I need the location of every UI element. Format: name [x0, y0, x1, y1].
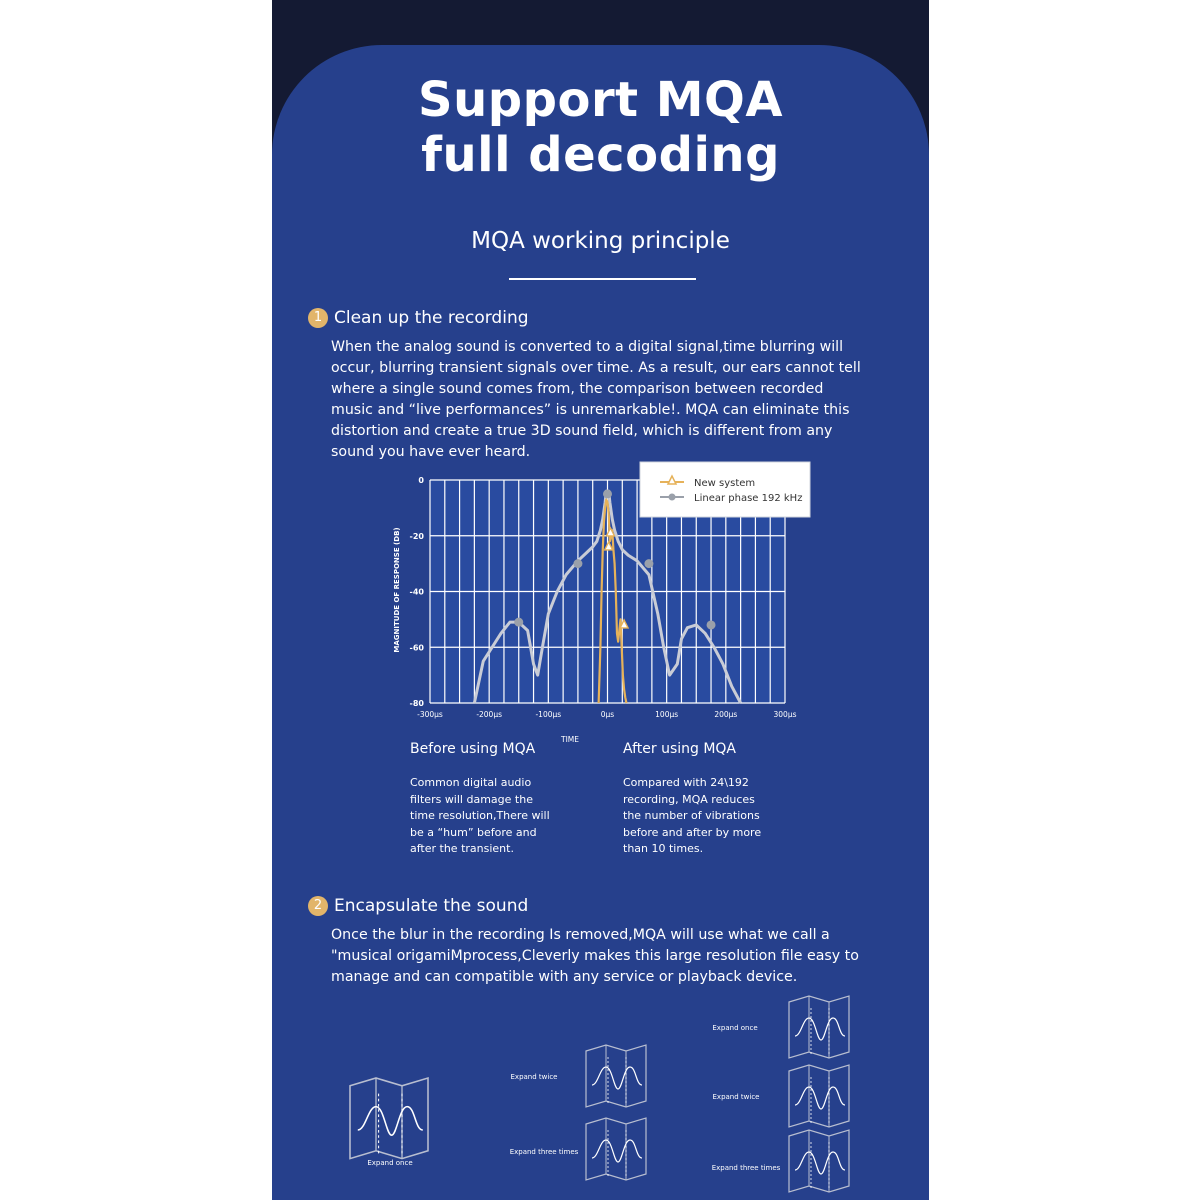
- page: [272, 0, 929, 1200]
- page-title-line2: full decoding: [421, 127, 780, 183]
- y-tick-label: 0: [418, 476, 424, 485]
- legend-box: [640, 462, 810, 517]
- chart-legend: [640, 462, 810, 517]
- step1-heading: [308, 308, 529, 328]
- after-title: After using MQA: [623, 741, 737, 757]
- fold-twice-right: [789, 1065, 849, 1127]
- step1-title: Clean up the recording: [334, 308, 529, 328]
- before-title: Before using MQA: [410, 741, 536, 757]
- subtitle-divider: [509, 278, 696, 280]
- step1-badge: 1: [308, 308, 328, 328]
- y-axis-label: MAGNITUDE OF RESPONSE (DB): [393, 527, 401, 653]
- x-tick-label: 100µs: [655, 710, 679, 719]
- legend-label-new: New system: [694, 478, 756, 489]
- y-tick-label: -40: [409, 587, 424, 597]
- fold-once-left: [350, 1078, 428, 1159]
- linear-phase-marker: [514, 618, 523, 627]
- after-text: Compared with 24\192 recording, MQA reduces the number of vibrations before and after by more than 10 times.: [623, 776, 762, 855]
- step2-body: Once the blur in the recording Is removed,MQA will use what we call a "musical origamiMprocess,Cleverly makes this large resolution file easy to manage and can compatible with any service or playback device.: [331, 927, 859, 985]
- label-once-left: Expand once: [367, 1159, 413, 1167]
- label-once-right: Expand once: [712, 1024, 758, 1032]
- step2-title: Encapsulate the sound: [334, 896, 529, 916]
- y-tick-label: -60: [409, 643, 424, 653]
- linear-phase-marker: [573, 559, 582, 568]
- linear-phase-marker: [603, 489, 612, 498]
- fold-three-right: [789, 1130, 849, 1192]
- label-twice-right: Expand twice: [712, 1093, 760, 1101]
- fold-three-center: [586, 1118, 646, 1180]
- label-three-right: Expand three times: [711, 1164, 781, 1172]
- step1-body: When the analog sound is converted to a digital signal,time blurring will occur, blurring transient signals over time. As a result, our ears cannot tell where a single sound comes from, the comparison between recorded music and “live performances” is unremarkable!. MQA can eliminate this distortion and create a true 3D sound field, which is different from any sound you have ever heard.: [331, 339, 861, 460]
- origami-illustration: [272, 990, 929, 1200]
- x-tick-label: 200µs: [714, 710, 738, 719]
- label-twice-center: Expand twice: [510, 1073, 558, 1081]
- step2-badge: 2: [308, 896, 328, 916]
- fold-once-right: [789, 996, 849, 1058]
- response-chart: [382, 455, 822, 745]
- x-tick-label: -100µs: [535, 710, 562, 719]
- x-tick-label: -300µs: [417, 710, 443, 719]
- x-tick-label: -200µs: [476, 710, 503, 719]
- section-subtitle: MQA working principle: [471, 228, 730, 254]
- linear-phase-marker: [644, 559, 653, 568]
- x-tick-label: 300µs: [773, 710, 797, 719]
- page-title-line1: Support MQA: [418, 72, 783, 128]
- y-tick-label: -20: [409, 531, 424, 541]
- x-axis-label: TIME: [560, 735, 580, 744]
- y-tick-label: -80: [409, 699, 424, 708]
- legend-marker-linear: [669, 494, 676, 501]
- legend-label-linear: Linear phase 192 kHz: [694, 493, 803, 504]
- linear-phase-marker: [707, 620, 716, 629]
- fold-twice-center: [586, 1045, 646, 1107]
- label-three-center: Expand three times: [509, 1148, 579, 1156]
- x-tick-label: 0µs: [600, 710, 615, 719]
- before-text: Common digital audio filters will damage the time resolution,There will be a “hum” before and after the transient.: [410, 776, 550, 855]
- step2-heading: [308, 896, 528, 916]
